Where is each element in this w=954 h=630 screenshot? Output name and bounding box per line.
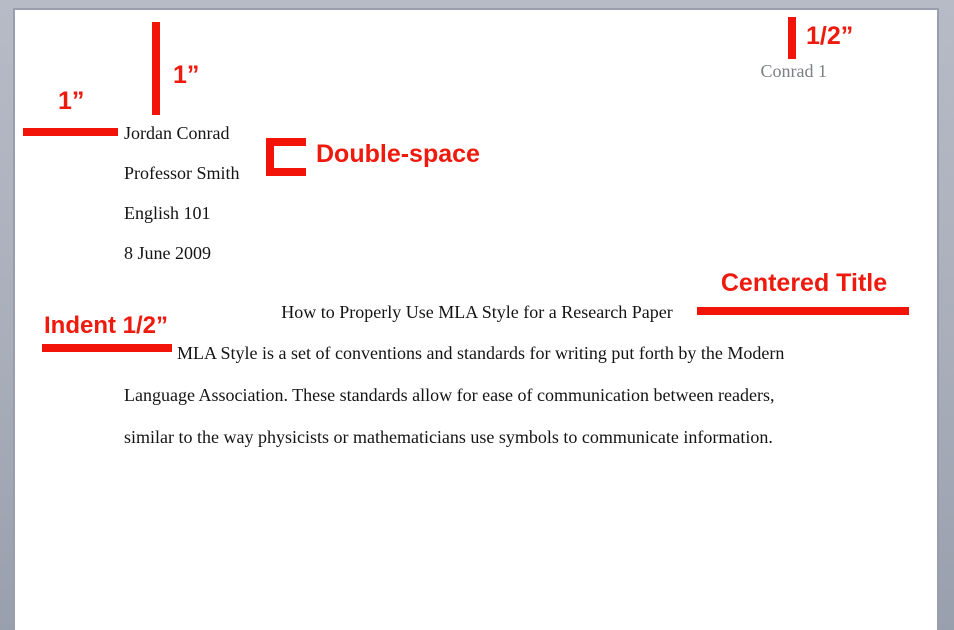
top-margin-label: 1” [173,61,200,89]
centered-title-label: Centered Title [720,269,888,297]
paragraph-line: similar to the way physicists or mathematicians use symbols to communicate information. [124,427,773,447]
essay-title: How to Properly Use MLA Style for a Research Paper [281,302,673,322]
paragraph-line: Language Association. These standards allow for ease of communication between readers, [124,385,775,405]
heading-line-date: 8 June 2009 [124,243,211,263]
centered-title-underline-bar [697,307,909,315]
half-inch-margin-bar [788,17,796,59]
half-inch-margin-label: 1/2” [806,22,854,50]
paragraph-line: MLA Style is a set of conventions and standards for writing put forth by the Modern [177,343,785,363]
indent-label: Indent 1/2” [44,312,169,339]
heading-line-author: Jordan Conrad [124,123,230,143]
left-margin-label: 1” [58,87,85,115]
left-margin-bar [23,128,118,136]
double-space-bracket [266,138,306,176]
running-header: Conrad 1 [760,61,827,81]
heading-line-professor: Professor Smith [124,163,240,183]
heading-line-course: English 101 [124,203,211,223]
indent-underline-bar [42,344,172,352]
double-space-label: Double-space [316,140,480,168]
top-margin-bar [152,22,160,115]
